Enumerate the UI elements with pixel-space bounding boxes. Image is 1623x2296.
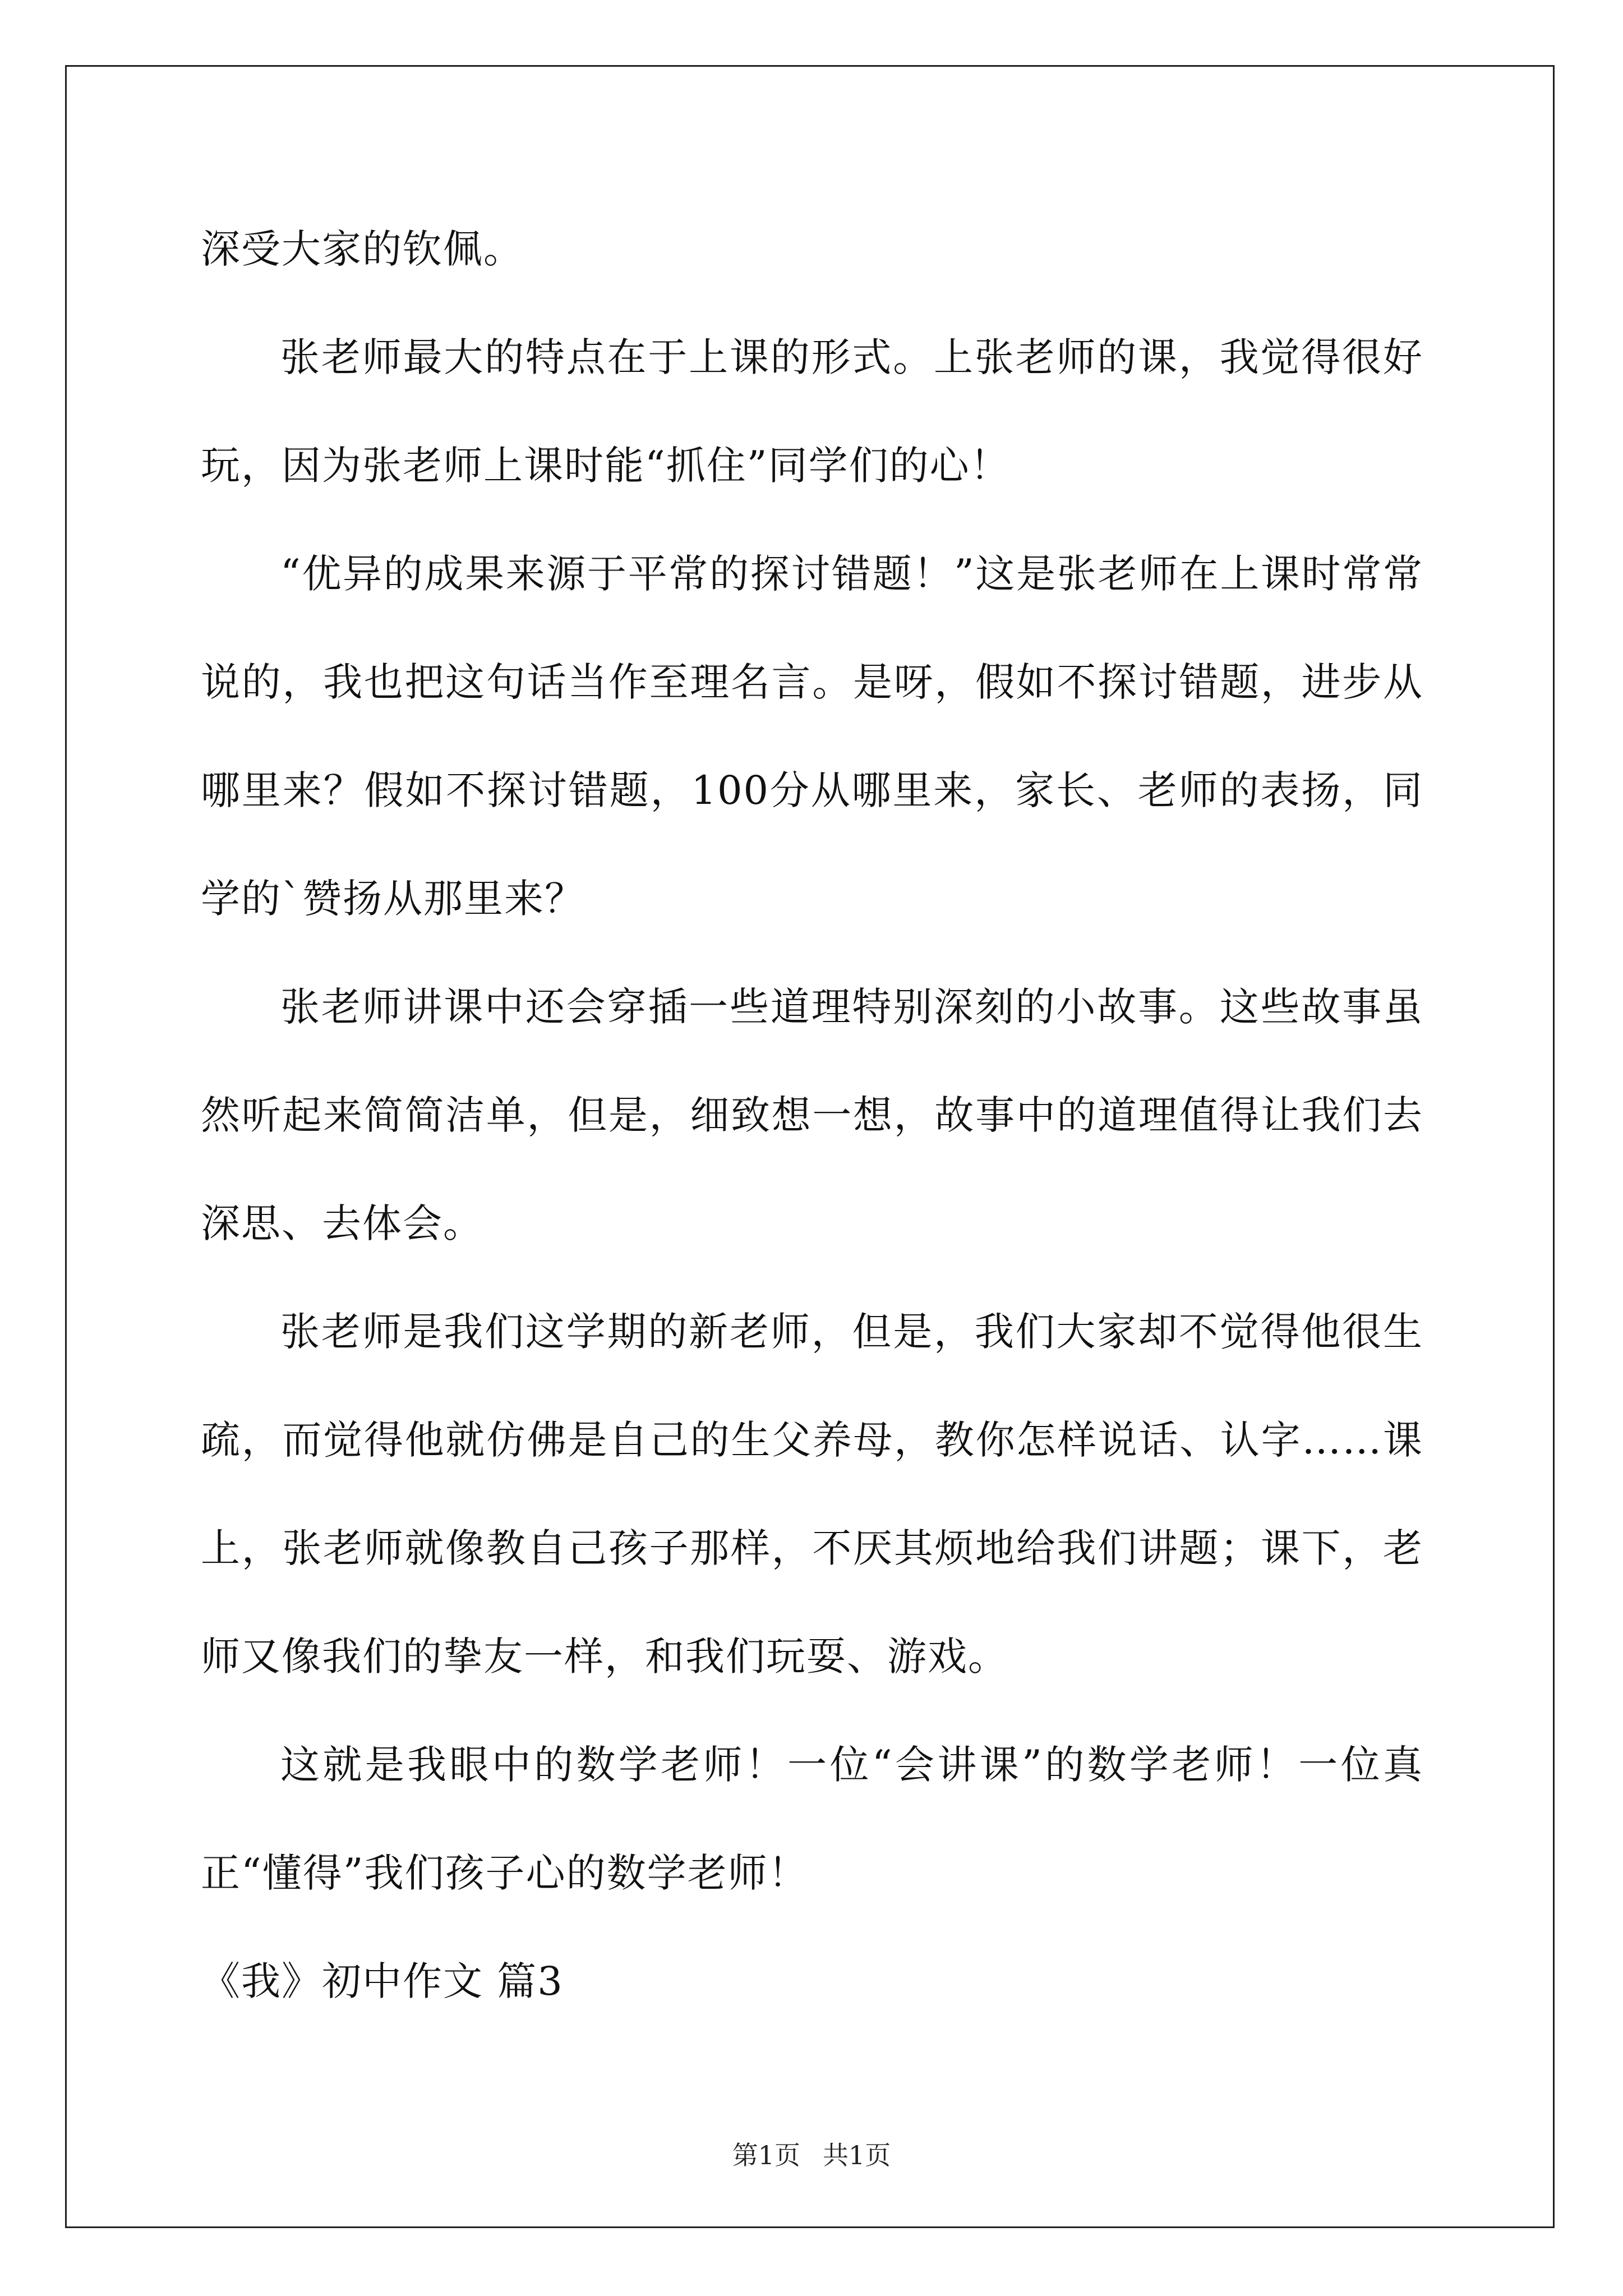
page-number-total: 共1页 [823, 2140, 891, 2170]
document-body [201, 195, 1423, 2036]
section-heading: 《我》初中作文 篇3 [201, 1958, 564, 2004]
paragraph-1: 深受大家的钦佩。 [201, 226, 524, 272]
paragraph-2: 张老师最大的特点在于上课的形式。上张老师的课，我觉得很好玩，因为张老师上课时能“抓住”同学们的心！ [201, 334, 1423, 489]
paragraph-3: “优异的成果来源于平常的探讨错题！”这是张老师在上课时常常说的，我也把这句话当作至理名言。是呀，假如不探讨错题，进步从哪里来？假如不探讨错题，100分从哪里来，家长、老师的表扬，同学的`赞扬从那里来？ [201, 551, 1423, 922]
paragraph-5: 张老师是我们这学期的新老师，但是，我们大家却不觉得他很生疏，而觉得他就仿佛是自己的生父养母，教你怎样说话、认字……课上，张老师就像教自己孩子那样，不厌其烦地给我们讲题；课下，老师又像我们的挚友一样，和我们玩耍、游戏。 [201, 1309, 1423, 1680]
paragraph-6: 这就是我眼中的数学老师！一位“会讲课”的数学老师！一位真正“懂得”我们孩子心的数学老师！ [201, 1742, 1423, 1896]
page-number-current: 第1页 [732, 2140, 800, 2170]
paragraph-4: 张老师讲课中还会穿插一些道理特别深刻的小故事。这些故事虽然听起来简简洁单，但是，细致想一想，故事中的道理值得让我们去深思、去体会。 [201, 984, 1423, 1246]
page-footer [0, 2138, 1623, 2172]
